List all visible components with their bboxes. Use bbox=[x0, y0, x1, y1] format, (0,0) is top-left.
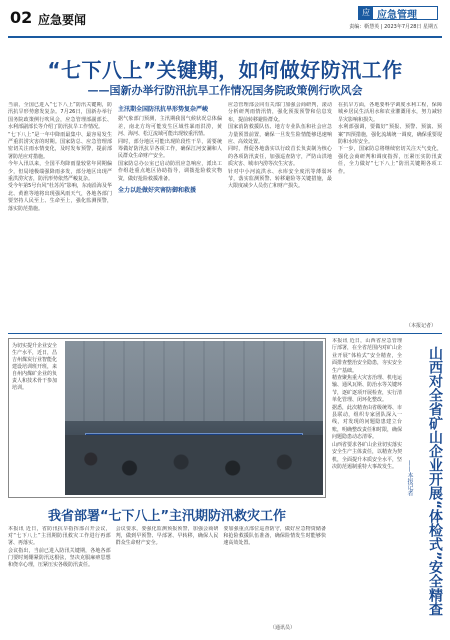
header-rule bbox=[8, 36, 442, 38]
bottom-article-title: 我省部署“七下八上”主汛期防汛救灾工作 bbox=[47, 509, 287, 524]
bottom-article-column-1 bbox=[8, 526, 111, 632]
photo-background bbox=[65, 341, 323, 421]
paragraph: 本报讯 近日，省防汛抗旱指挥部召开会议，对“七下八上”主汛期防汛救灾工作进行再部署、再落实。 bbox=[8, 526, 111, 547]
subheading: 全力以赴做好灾害防御和救援 bbox=[118, 187, 197, 195]
section-divider bbox=[8, 333, 442, 334]
masthead-title: 应急管理 bbox=[377, 9, 417, 21]
paragraph: 精查聚焦重大灾害治理、机电运输、通风瓦斯、防治水等关键环节，逐矿逐项开展检查，实行清单化管理、闭环化整改。 bbox=[332, 375, 402, 404]
bottom-article-column-2 bbox=[116, 526, 219, 632]
paragraph: 国家消防救援队伍、地方专业队伍和社会应急力量预置前置，确保一旦发生险情能够迅速响应、高效处置。 bbox=[228, 124, 332, 146]
paragraph: 同时，部分地区可能出现阶段性干旱，需要统筹做好防汛抗旱各项工作，确保江河安澜和人民群众生命财产安全。 bbox=[118, 138, 222, 160]
paragraph: 应急管理部会同有关部门加强会商研判，滚动分析研判雨情汛情，强化预报预警和信息发布，提前转移避险群众。 bbox=[228, 102, 332, 123]
paragraph: 同时，督促各地落实以行政首长负责制为核心的各项防汛责任，加强巡查防守，严防山洪地质灾害、城市内涝等次生灾害。 bbox=[228, 146, 332, 168]
main-article-column-1 bbox=[8, 102, 112, 327]
subheading: 主汛期全国防汛抗旱形势复杂严峻 bbox=[118, 106, 209, 113]
paragraph: 当前，全国已进入“七下八上”防汛关键期，防汛抗旱形势愈发复杂。7月26日，国新办举行国务院政策例行吹风会，应急管理部副部长、水利部副部长等介绍了防汛抗旱工作情况。 bbox=[8, 102, 112, 131]
page-number: 02 bbox=[10, 8, 33, 27]
main-article-column-3 bbox=[228, 102, 332, 327]
publication-info: 责编：靳慧英 | 2023年7月28日 星期五 bbox=[349, 24, 438, 30]
paragraph: 要加强重点部位巡查防守，做好应急物资储备和抢险救援队伍准备，确保险情发生时能够快速高效处置。 bbox=[223, 526, 327, 547]
paragraph: 在抗旱方面，各地要科学调度水利工程，保障城乡居民生活用水和农业灌溉用水，努力减轻旱灾影响和损失。 bbox=[338, 102, 442, 123]
photo-block bbox=[8, 338, 326, 498]
page-header bbox=[0, 0, 450, 40]
main-article-body bbox=[8, 102, 442, 327]
paragraph: 会议要求，要强化监测预报预警，加强会商研判，做到早预警、早部署、早转移，确保人民群众生命财产安全。 bbox=[115, 526, 219, 547]
paragraph: 山西省要求各矿山企业切实落实安全生产主体责任，以精查为契机，全面提升本质安全水平，坚决防范遏制重特大事故发生。 bbox=[332, 441, 402, 470]
photo-audience bbox=[65, 435, 323, 495]
news-photo bbox=[65, 341, 323, 495]
paragraph: 今年入汛以来，全国平均降雨量较常年同期偏少，但局地极端强降雨多发，部分地区出现严重洪涝灾害，防汛形势依然严峻复杂。 bbox=[8, 161, 112, 183]
paragraph: 水利部强调，要做好“预报、预警、预演、预案”四预措施，强化流域统一调度，确保重要堤防和水库安全。 bbox=[338, 124, 442, 146]
bottom-article-body bbox=[8, 526, 326, 632]
photo-caption: 为切实提升企业安全生产水平，近日，昌吉州煤炭行业智能化建设培训班开班，来自州内煤矿企业的负责人和技术骨干参加培训。 bbox=[12, 343, 58, 391]
bottom-byline: （通讯员） bbox=[270, 625, 296, 631]
paragraph: “七下八上”是一年中降雨最集中、最容易发生严重洪涝灾害的时期。国家防总、应急管理部密切关注雨水情变化，及时发布预警，提前部署防范应对措施。 bbox=[8, 131, 112, 160]
paragraph: 国家防总办公室已启动防汛应急响应，派出工作组赴重点地区协助指导，调拨抢险救灾物资，做好抢险救援准备。 bbox=[118, 160, 222, 182]
side-article-subtitle: ——本报记者 bbox=[406, 460, 413, 496]
side-article-body bbox=[332, 338, 402, 634]
paragraph: 针对中小河流洪水、水库安全度汛等薄弱环节，落实监测预警、转移避险等关键措施，最大限度减少人员伤亡和财产损失。 bbox=[228, 168, 332, 190]
side-article-title: 山西对全省矿山企业开展“体检式”安全精查 bbox=[427, 346, 443, 617]
masthead bbox=[358, 6, 438, 20]
main-headline: “七下八上”关键期，如何做好防汛工作 bbox=[47, 58, 403, 82]
paragraph: 会议指出，当前已进入防汛关键期，各地各部门要时刻绷紧防汛这根弦，坚决克服麻痹思想和侥幸心理，压紧压实各级防汛责任。 bbox=[8, 547, 111, 569]
main-article-column-2 bbox=[118, 102, 222, 327]
paragraph: 据气象部门预测，主汛期我国气候状况总体偏差，南北方均可能发生区域性暴雨洪涝，黄河、海河、松辽流域可能出现较重汛情。 bbox=[118, 116, 222, 138]
paragraph: 受今年第5号台风“杜苏芮”影响，东南沿海及华北、黄淮等地将出现强风雨天气，各地各部门要坚持人民至上、生命至上，强化监测预警，落实防范措施。 bbox=[8, 183, 112, 212]
main-subhead: ——国新办举行防汛抗旱工作情况国务院政策例行吹风会 bbox=[87, 84, 363, 97]
section-title: 应急要闻 bbox=[38, 13, 87, 27]
paragraph: 本报讯 近日，山西省应急管理厅部署，在全省范围内对矿山企业开展“体检式”安全精查，全面排查整治安全隐患，夯实安全生产基础。 bbox=[332, 338, 402, 374]
paragraph: 据悉，此次精查由省级统筹、市县联动，组织专家团队深入一线，对发现的问题隐患建立台账，明确整改责任和时限，确保问题隐患动态清零。 bbox=[332, 404, 402, 441]
main-byline: （本报记者） bbox=[405, 323, 436, 329]
main-article-column-4 bbox=[338, 102, 442, 327]
masthead-logo-icon: 应 bbox=[359, 7, 373, 19]
bottom-article-column-3 bbox=[223, 526, 326, 632]
paragraph: 下一步，国家防总将继续密切关注天气变化，强化会商研判和调度指挥，压紧压实防汛责任，全力做好“七下八上”防汛关键期各项工作。 bbox=[338, 146, 442, 175]
